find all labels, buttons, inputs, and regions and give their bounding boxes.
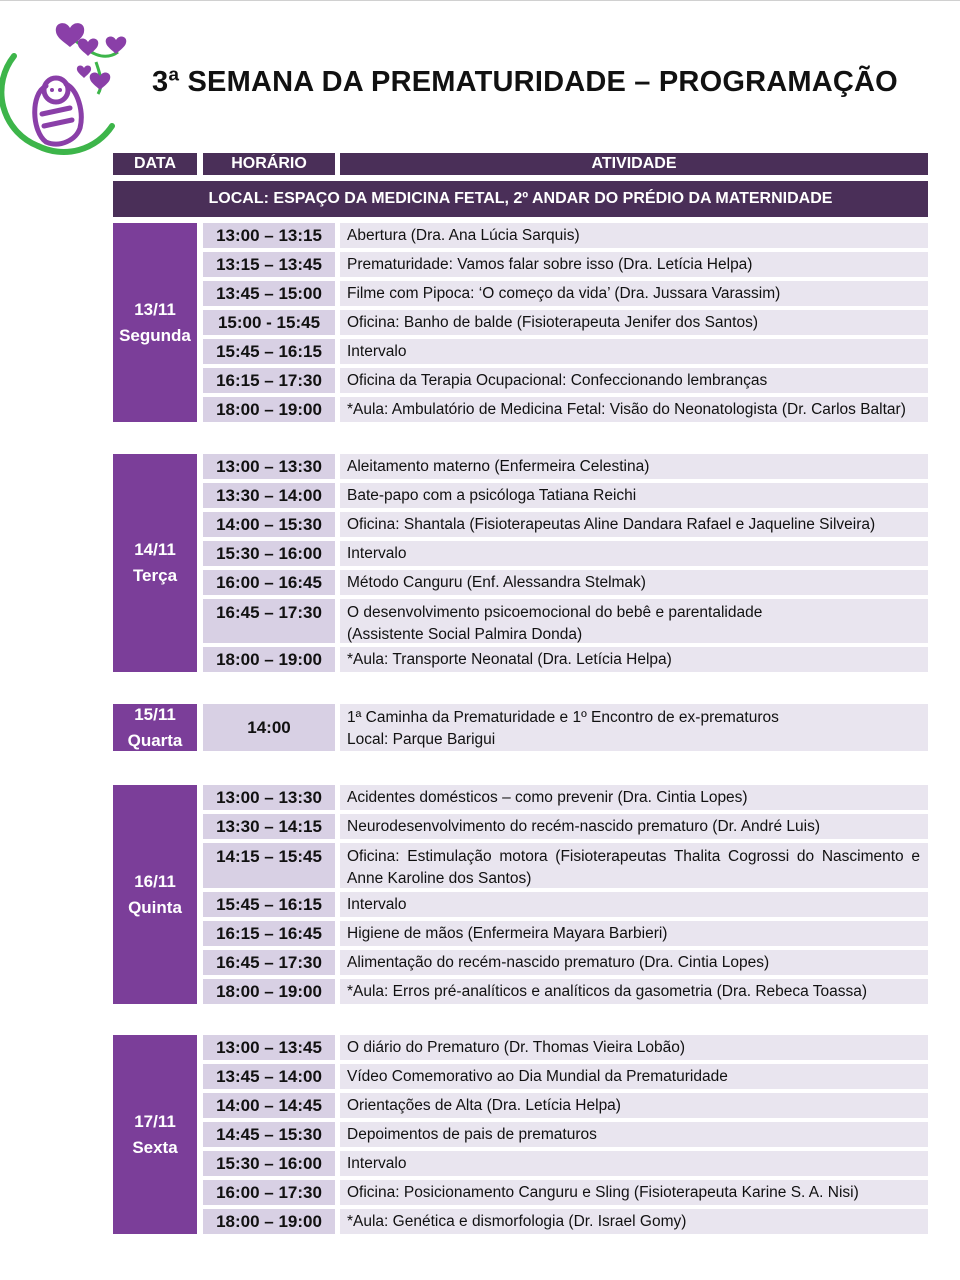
day-date: 13/11 [134, 299, 176, 319]
day-cell [113, 704, 197, 751]
day-cell [113, 223, 197, 422]
activity-cell: Alimentação do recém-nascido prematuro (Dra. Cintia Lopes) [340, 950, 928, 975]
activity-cell: Higiene de mãos (Enfermeira Mayara Barbieri) [340, 921, 928, 946]
time-cell: 16:00 – 16:45 [203, 570, 335, 595]
day-date: 16/11 [134, 871, 176, 891]
time-cell: 13:45 – 14:00 [203, 1064, 335, 1089]
activity-cell: Vídeo Comemorativo ao Dia Mundial da Prematuridade [340, 1064, 928, 1089]
activity-cell: Intervalo [340, 339, 928, 364]
activity-cell: Depoimentos de pais de prematuros [340, 1122, 928, 1147]
activity-cell: *Aula: Ambulatório de Medicina Fetal: Visão do Neonatologista (Dr. Carlos Baltar) [340, 397, 928, 422]
day-date: 15/11 [134, 704, 176, 724]
header-date: DATA [113, 153, 197, 175]
time-cell: 16:45 – 17:30 [203, 950, 335, 975]
day-weekday: Terça [132, 566, 178, 585]
activity-cell: Aleitamento materno (Enfermeira Celestina) [340, 454, 928, 479]
location-banner: LOCAL: ESPAÇO DA MEDICINA FETAL, 2º ANDAR DO PRÉDIO DA MATERNIDADE [113, 181, 928, 217]
activity-cell: Prematuridade: Vamos falar sobre isso (Dra. Letícia Helpa) [340, 252, 928, 277]
time-cell: 13:30 – 14:00 [203, 483, 335, 508]
activity-cell: Intervalo [340, 892, 928, 917]
activity-cell: Bate-papo com a psicóloga Tatiana Reichi [340, 483, 928, 508]
activity-cell: Método Canguru (Enf. Alessandra Stelmak) [340, 570, 928, 595]
day-cell [113, 454, 197, 672]
day-date: 14/11 [134, 540, 176, 559]
activity-cell: Intervalo [340, 1151, 928, 1176]
time-cell: 16:00 – 17:30 [203, 1180, 335, 1205]
header-activity: ATIVIDADE [340, 153, 928, 175]
day-weekday: Sexta [132, 1137, 178, 1157]
time-cell: 14:00 [203, 704, 335, 751]
baby-with-hearts-logo [0, 14, 135, 159]
time-cell: 13:00 – 13:30 [203, 785, 335, 810]
time-cell: 15:30 – 16:00 [203, 1151, 335, 1176]
time-cell: 15:00 - 15:45 [203, 310, 335, 335]
activity-cell: Filme com Pipoca: ‘O começo da vida’ (Dra. Jussara Varassim) [340, 281, 928, 306]
time-cell: 13:00 – 13:45 [203, 1035, 335, 1060]
activity-cell: *Aula: Genética e dismorfologia (Dr. Israel Gomy) [340, 1209, 928, 1234]
time-cell: 13:00 – 13:15 [203, 223, 335, 248]
time-cell: 18:00 – 19:00 [203, 397, 335, 422]
activity-cell: Oficina: Shantala (Fisioterapeutas Aline Dandara Rafael e Jaqueline Silveira) [340, 512, 928, 537]
activity-cell: O diário do Prematuro (Dr. Thomas Vieira Lobão) [340, 1035, 928, 1060]
time-cell: 14:00 – 15:30 [203, 512, 335, 537]
time-cell: 18:00 – 19:00 [203, 979, 335, 1004]
time-cell: 16:15 – 17:30 [203, 368, 335, 393]
activity-cell: Orientações de Alta (Dra. Letícia Helpa) [340, 1093, 928, 1118]
activity-cell: O desenvolvimento psicoemocional do bebê e parentalidade (Assistente Social Palmira Donda) [340, 599, 928, 643]
time-cell: 13:00 – 13:30 [203, 454, 335, 479]
day-weekday: Segunda [119, 325, 191, 345]
time-cell: 15:30 – 16:00 [203, 541, 335, 566]
day-weekday: Quinta [128, 897, 182, 917]
activity-cell: Neurodesenvolvimento do recém-nascido prematuro (Dr. André Luis) [340, 814, 928, 839]
time-cell: 13:45 – 15:00 [203, 281, 335, 306]
activity-cell: Acidentes domésticos – como prevenir (Dra. Cintia Lopes) [340, 785, 928, 810]
header-time: HORÁRIO [203, 153, 335, 175]
time-cell: 13:30 – 14:15 [203, 814, 335, 839]
activity-cell: Oficina: Estimulação motora (Fisioterapeutas Thalita Cogrossi do Nascimento e Anne Karoline dos Santos) [340, 843, 928, 888]
activity-cell: 1ª Caminha da Prematuridade e 1º Encontro de ex-prematuros Local: Parque Barigui [340, 704, 928, 751]
time-cell: 14:15 – 15:45 [203, 843, 335, 888]
time-cell: 14:00 – 14:45 [203, 1093, 335, 1118]
activity-cell: Oficina da Terapia Ocupacional: Confeccionando lembranças [340, 368, 928, 393]
day-date: 17/11 [134, 1111, 176, 1131]
activity-cell: *Aula: Transporte Neonatal (Dra. Letícia Helpa) [340, 647, 928, 672]
activity-cell: *Aula: Erros pré-analíticos e analíticos da gasometria (Dra. Rebeca Toassa) [340, 979, 928, 1004]
day-weekday: Quarta [127, 730, 183, 750]
time-cell: 14:45 – 15:30 [203, 1122, 335, 1147]
time-cell: 18:00 – 19:00 [203, 647, 335, 672]
time-cell: 13:15 – 13:45 [203, 252, 335, 277]
time-cell: 15:45 – 16:15 [203, 892, 335, 917]
page-title: 3ª SEMANA DA PREMATURIDADE – PROGRAMAÇÃO [152, 66, 898, 98]
activity-cell: Intervalo [340, 541, 928, 566]
top-border [0, 0, 960, 1]
day-cell [113, 785, 197, 1004]
activity-cell: Abertura (Dra. Ana Lúcia Sarquis) [340, 223, 928, 248]
time-cell: 15:45 – 16:15 [203, 339, 335, 364]
activity-cell: Oficina: Banho de balde (Fisioterapeuta Jenifer dos Santos) [340, 310, 928, 335]
time-cell: 18:00 – 19:00 [203, 1209, 335, 1234]
time-cell: 16:15 – 16:45 [203, 921, 335, 946]
time-cell: 16:45 – 17:30 [203, 599, 335, 643]
activity-cell: Oficina: Posicionamento Canguru e Sling (Fisioterapeuta Karine S. A. Nisi) [340, 1180, 928, 1205]
day-cell [113, 1035, 197, 1234]
